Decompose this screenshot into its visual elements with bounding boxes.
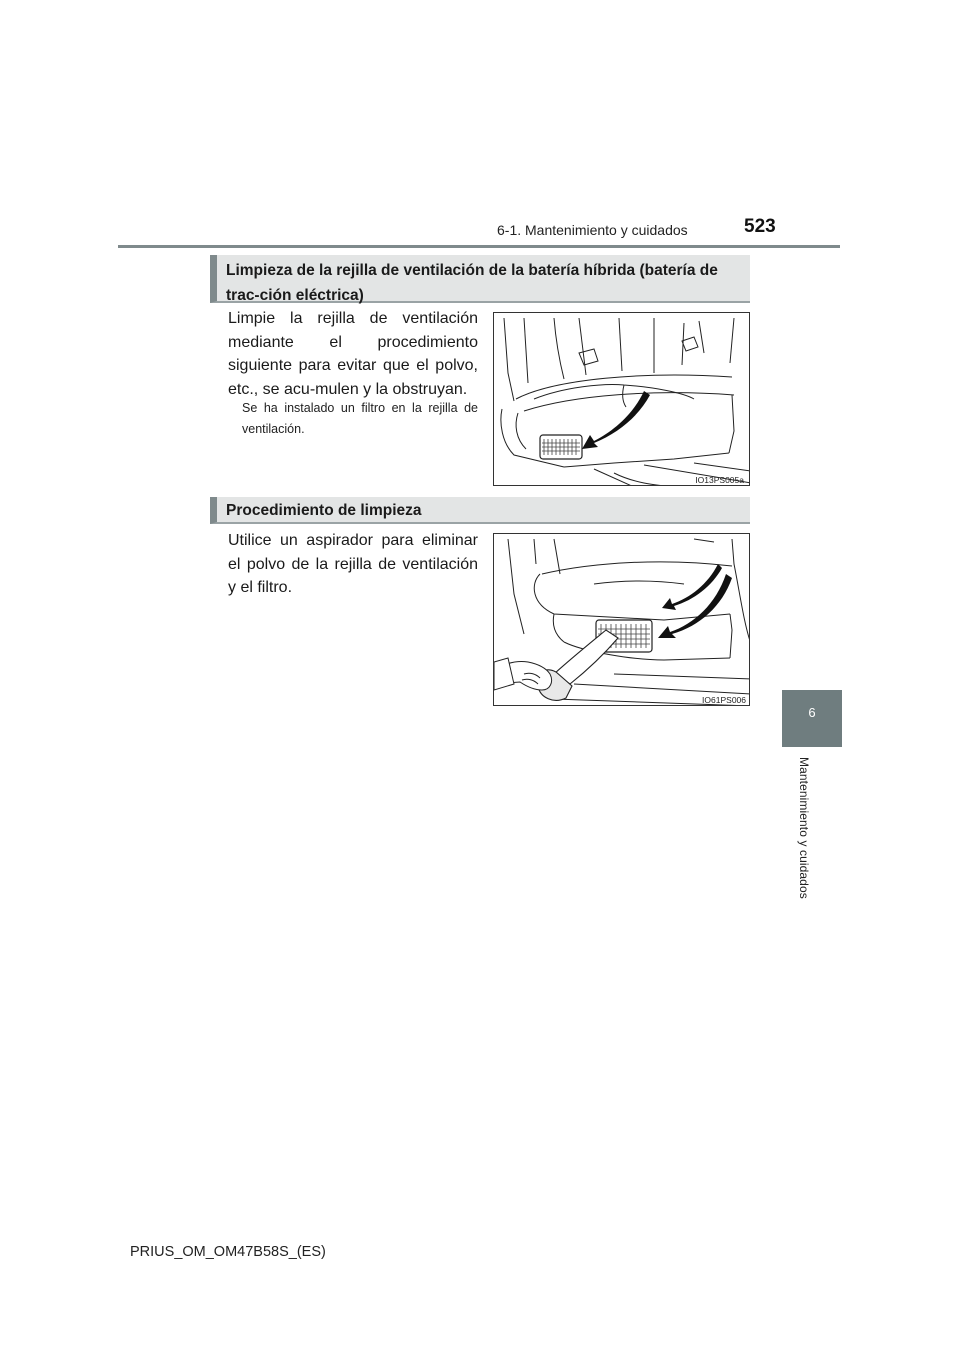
- hand: [494, 658, 552, 690]
- section-body-vent-cleaning: Limpie la rejilla de ventilación mediante el procedimiento siguiente para evitar que el polvo, etc., se acu-mulen y la obstruyan.: [228, 310, 478, 398]
- footer-document-id: PRIUS_OM_OM47B58S_(ES): [130, 1244, 326, 1260]
- chapter-tab-label: Mantenimiento y cuidados: [797, 757, 811, 899]
- figure-vacuum-cleaning: [493, 533, 750, 706]
- section-heading-vent-cleaning: Limpieza de la rejilla de ventilación de la batería híbrida (batería de trac-ción eléctrica): [210, 255, 750, 303]
- page-number: 523: [744, 216, 776, 237]
- section-note-filter: Se ha instalado un filtro en la rejilla de ventilación.: [242, 401, 478, 436]
- section-body-cleaning-procedure: Utilice un aspirador para eliminar el polvo de la rejilla de ventilación y el filtro.: [228, 532, 478, 596]
- figure-code: IO61PS006: [702, 695, 746, 705]
- vacuum-nozzle: [538, 630, 618, 700]
- vacuum-cleaning-illustration: [494, 534, 750, 706]
- vent-grille: [540, 435, 582, 459]
- running-header-section: 6-1. Mantenimiento y cuidados: [497, 222, 688, 238]
- rear-seat-vent-illustration: [494, 313, 750, 486]
- section-heading-cleaning-procedure: Procedimiento de limpieza: [210, 497, 750, 524]
- figure-rear-seat-vent: [493, 312, 750, 486]
- arrow-icon: [582, 391, 650, 449]
- header-divider: [118, 245, 840, 248]
- figure-code: IO13PS005a: [695, 475, 744, 485]
- chapter-tab-number: 6: [808, 705, 816, 720]
